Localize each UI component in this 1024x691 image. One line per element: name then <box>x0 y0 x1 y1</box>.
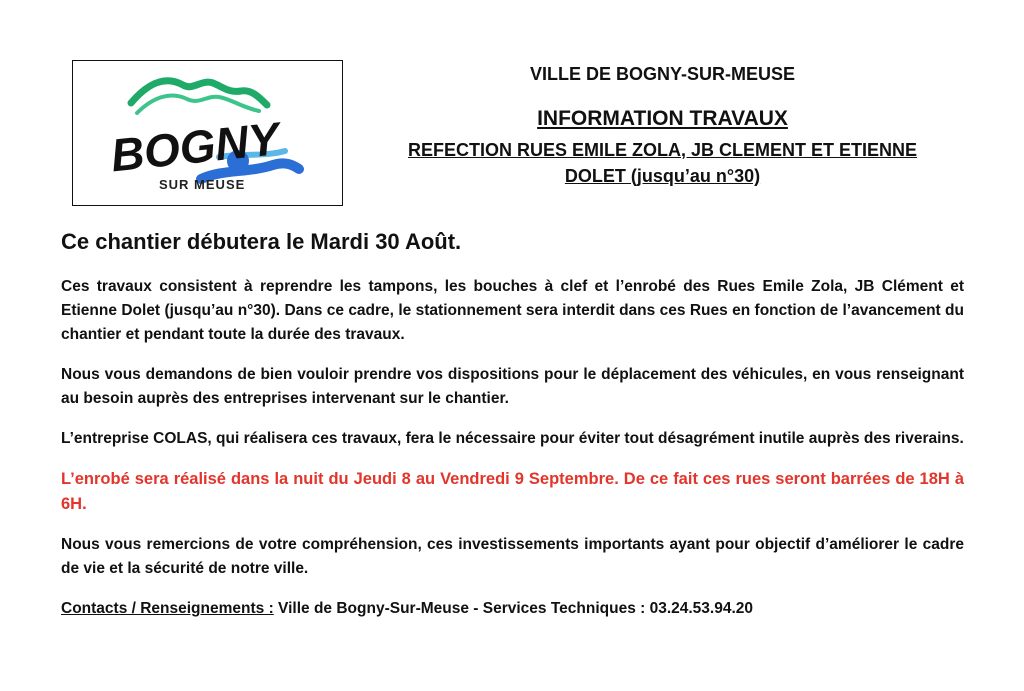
notice-body <box>61 275 964 637</box>
logo-wordmark: BOGNY <box>108 112 282 182</box>
header <box>380 62 945 189</box>
city-name: VILLE DE BOGNY-SUR-MEUSE <box>529 64 796 84</box>
contact-value: Ville de Bogny-Sur-Meuse - Services Techniques : 03.24.53.94.20 <box>273 600 754 617</box>
contact-label: Contacts / Renseignements : <box>61 600 274 617</box>
bogny-logo <box>72 60 343 206</box>
paragraph-thanks: Nous vous remercions de votre compréhension, ces investissements importants ayant pour objectif d’améliorer le cadre de vie et la sécurité de notre ville. <box>61 536 964 577</box>
paragraph-vehicles: Nous vous demandons de bien vouloir prendre vos dispositions pour le déplacement des véhicules, en vous renseignant au besoin auprès des entreprises intervenant sur le chantier. <box>61 366 964 407</box>
logo-tagline: SUR MEUSE <box>159 177 246 192</box>
paragraph-road-closure: L’enrobé sera réalisé dans la nuit du Jeudi 8 au Vendredi 9 Septembre. De ce fait ces rues seront barrées de 18H à 6H. <box>61 470 964 513</box>
notice-title: INFORMATION TRAVAUX <box>537 107 788 130</box>
subject-line-2: DOLET (jusqu’au n°30) <box>564 166 761 186</box>
paragraph-contractor: L’entreprise COLAS, qui réalisera ces travaux, fera le nécessaire pour éviter tout désagrément inutile auprès des riverains. <box>61 430 964 447</box>
contact-line <box>61 597 964 621</box>
subject-line-1: REFECTION RUES EMILE ZOLA, JB CLEMENT ET ETIENNE <box>407 140 918 160</box>
paragraph-works: Ces travaux consistent à reprendre les tampons, les bouches à clef et l’enrobé des Rues Emile Zola, JB Clément et Etienne Dolet (jusqu’au n°30). Dans ce cadre, le stationnement sera interdit dans ces Rues en fonction de l’avancement du chantier et pendant toute la durée des travaux. <box>61 278 964 343</box>
notice-subject <box>380 137 945 189</box>
mountain-stroke-light <box>137 95 259 113</box>
start-date-headline: Ce chantier débutera le Mardi 30 Août. <box>61 229 462 254</box>
logo-graphic <box>73 61 341 204</box>
